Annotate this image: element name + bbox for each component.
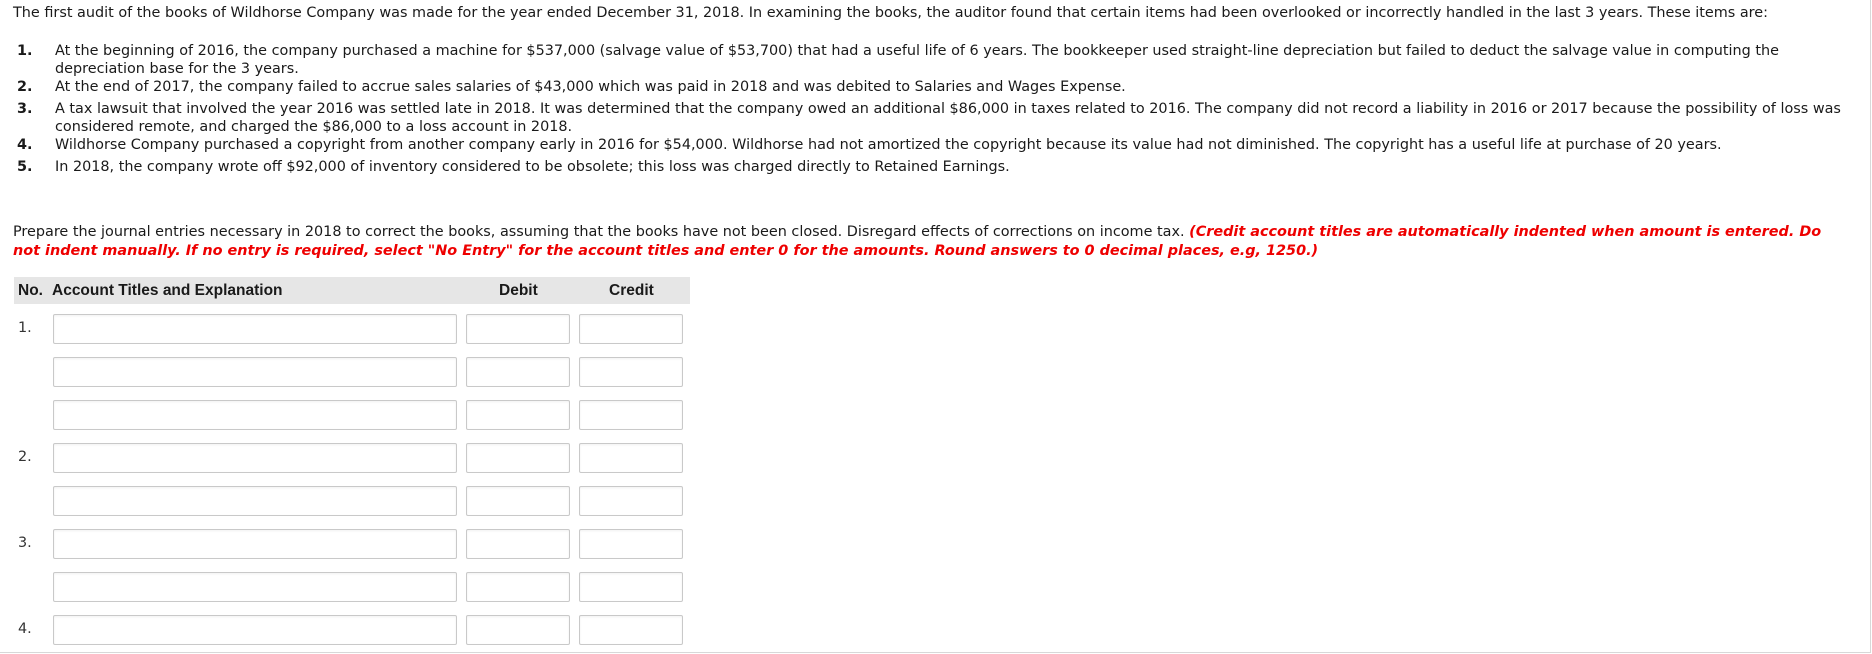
header-no: No. xyxy=(18,282,43,299)
account-title-input[interactable] xyxy=(53,572,457,602)
header-debit: Debit xyxy=(499,282,538,299)
account-title-input[interactable] xyxy=(53,314,457,344)
item-text: Wildhorse Company purchased a copyright from another company early in 2016 for $54,000. Wildhorse had not amortized the copyright because its value had not diminished. The copyright has a useful life at purchase of 20 years. xyxy=(55,137,1722,153)
account-title-input[interactable] xyxy=(53,357,457,387)
debit-input[interactable] xyxy=(466,357,570,387)
credit-input[interactable] xyxy=(579,486,683,516)
table-row xyxy=(14,569,690,605)
account-title-input[interactable] xyxy=(53,443,457,473)
debit-input[interactable] xyxy=(466,615,570,645)
debit-input[interactable] xyxy=(466,572,570,602)
item-text: A tax lawsuit that involved the year 2016 was settled late in 2018. It was determined that the company owed an additional $86,000 in taxes related to 2016. The company did not record a liability in 2016 or 2017 because the possibility of loss was considered remote, and charged the $86,000 to a loss account in 2018. xyxy=(55,101,1841,135)
item-number: 3. xyxy=(17,101,33,117)
account-title-input[interactable] xyxy=(53,615,457,645)
table-row xyxy=(14,483,690,519)
table-row xyxy=(14,526,690,562)
debit-input[interactable] xyxy=(466,486,570,516)
header-credit: Credit xyxy=(609,282,654,299)
instructions xyxy=(13,223,1843,260)
credit-input[interactable] xyxy=(579,572,683,602)
item-number: 2. xyxy=(17,79,33,95)
table-row xyxy=(14,397,690,433)
item-number: 4. xyxy=(17,137,33,153)
table-header xyxy=(14,277,690,304)
credit-input[interactable] xyxy=(579,314,683,344)
table-row xyxy=(14,440,690,476)
entry-number: 4. xyxy=(18,621,32,637)
account-title-input[interactable] xyxy=(53,400,457,430)
debit-input[interactable] xyxy=(466,314,570,344)
credit-input[interactable] xyxy=(579,357,683,387)
debit-input[interactable] xyxy=(466,443,570,473)
debit-input[interactable] xyxy=(466,529,570,559)
credit-input[interactable] xyxy=(579,529,683,559)
instructions-text: Prepare the journal entries necessary in 2018 to correct the books, assuming that the books have not been closed. Disregard effects of corrections on income tax. xyxy=(13,224,1185,240)
account-title-input[interactable] xyxy=(53,529,457,559)
item-text: In 2018, the company wrote off $92,000 of inventory considered to be obsolete; this loss was charged directly to Retained Earnings. xyxy=(55,159,1010,175)
item-text: At the end of 2017, the company failed to accrue sales salaries of $43,000 which was paid in 2018 and was debited to Salaries and Wages Expense. xyxy=(55,79,1126,95)
item-number: 5. xyxy=(17,159,33,175)
item-number: 1. xyxy=(17,43,33,59)
credit-input[interactable] xyxy=(579,443,683,473)
table-row xyxy=(14,354,690,390)
header-account: Account Titles and Explanation xyxy=(52,282,283,299)
problem-intro: The first audit of the books of Wildhorse Company was made for the year ended December 31, 2018. In examining the books, the auditor found that certain items had been overlooked or incorrectly handled in the last 3 years. These items are: xyxy=(13,5,1768,21)
credit-input[interactable] xyxy=(579,615,683,645)
instructions-note: (Credit account titles are automatically indented when amount is entered. Do not indent manually. If no entry is required, select "No Entry" for the account titles and enter 0 for the amounts. Round answers to 0 decimal places, e.g, 1250.) xyxy=(13,224,1822,259)
account-title-input[interactable] xyxy=(53,486,457,516)
credit-input[interactable] xyxy=(579,400,683,430)
entry-number: 1. xyxy=(18,320,32,336)
debit-input[interactable] xyxy=(466,400,570,430)
entry-number: 3. xyxy=(18,535,32,551)
item-text: At the beginning of 2016, the company purchased a machine for $537,000 (salvage value of $53,700) that had a useful life of 6 years. The bookkeeper used straight-line depreciation but failed to deduct the salvage value in computing the depreciation base for the 3 years. xyxy=(55,43,1779,77)
table-row xyxy=(14,612,690,648)
table-row xyxy=(14,311,690,347)
entry-number: 2. xyxy=(18,449,32,465)
